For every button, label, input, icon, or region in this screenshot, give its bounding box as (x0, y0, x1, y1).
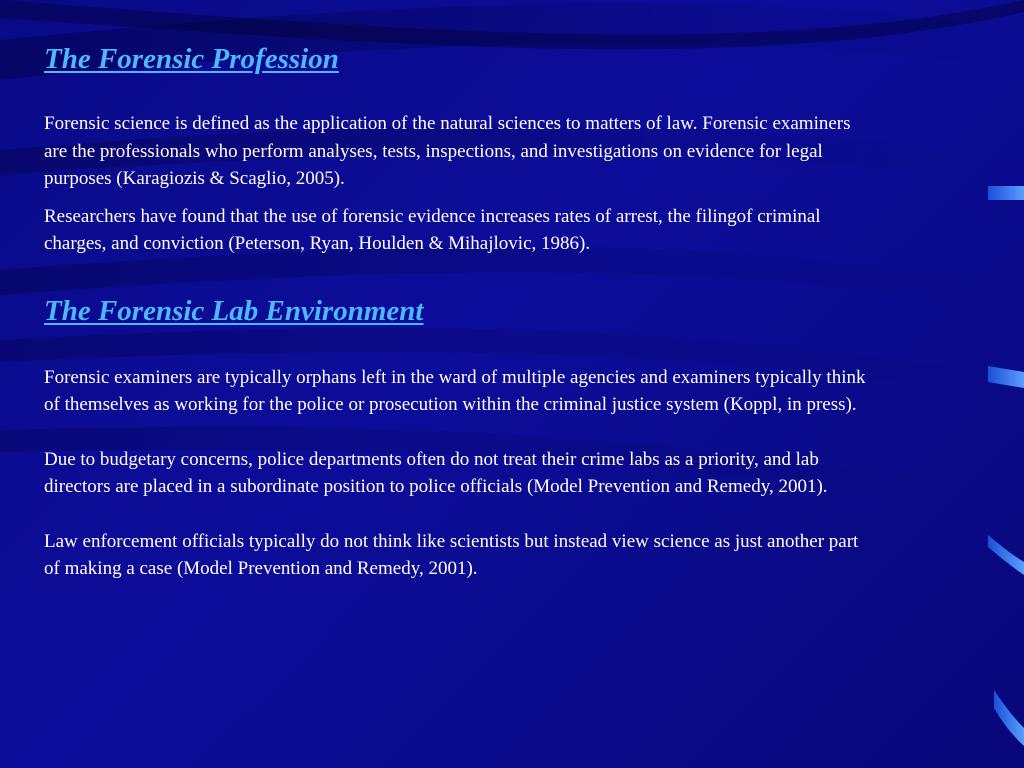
section-heading: The Forensic Lab Environment (44, 294, 424, 327)
accent-bar (988, 535, 1024, 575)
section-forensic-lab-environment (44, 292, 874, 583)
section-forensic-profession (44, 40, 874, 258)
accent-bar (994, 690, 1024, 746)
body-paragraph: Law enforcement officials typically do not think like scientists but instead view science as just another part of making a case (Model Prevention and Remedy, 2001). (44, 530, 859, 579)
body-paragraph: Researchers have found that the use of forensic evidence increases rates of arrest, the filingof criminal charges, and conviction (Peterson, Ryan, Houlden & Mihajlovic, 1986). (44, 205, 821, 254)
body-paragraph: Forensic science is defined as the application of the natural sciences to matters of law. Forensic examiners are the professionals who perform analyses, tests, inspections, and investigations on evidence for legal purposes (Karagiozis & Scaglio, 2005). (44, 113, 851, 189)
section-heading: The Forensic Profession (44, 43, 339, 75)
accent-bar (988, 186, 1024, 200)
slide-content (44, 40, 874, 583)
body-paragraph: Forensic examiners are typically orphans left in the ward of multiple agencies and examiners typically think of themselves as working for the police or prosecution within the criminal justice system (Koppl, in press). (44, 366, 866, 415)
body-paragraph: Due to budgetary concerns, police departments often do not treat their crime labs as a priority, and lab directors are placed in a subordinate position to police officials (Model Prevention and Remedy, 2001). (44, 448, 828, 497)
